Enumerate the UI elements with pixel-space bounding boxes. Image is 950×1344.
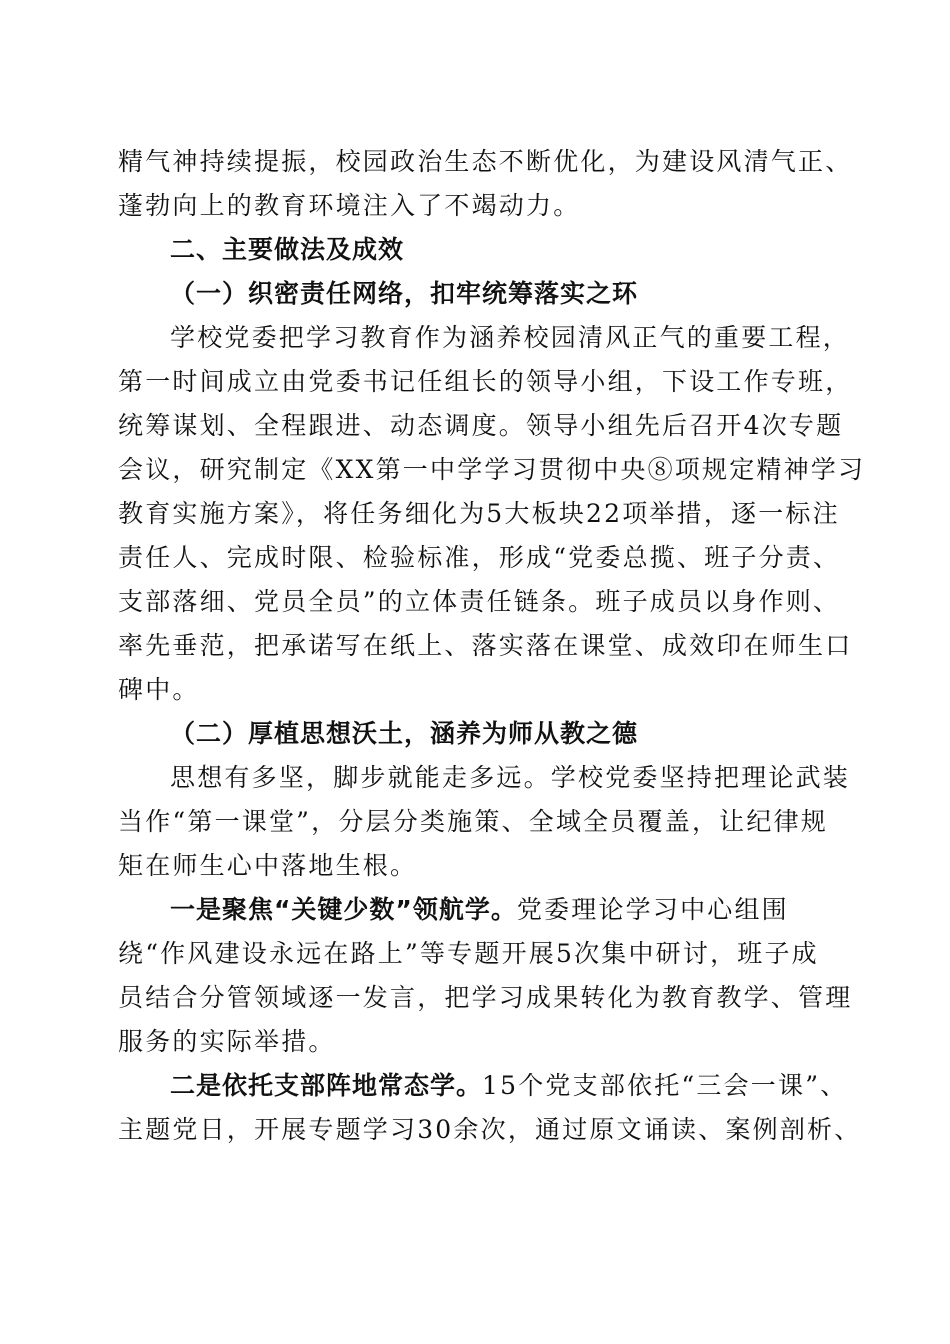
subsection-heading: （一）织密责任网络，扣牢统筹落实之环 bbox=[170, 279, 639, 308]
paragraph-line: 率先垂范，把承诺写在纸上、落实落在课堂、成效印在师生口 bbox=[118, 631, 853, 660]
paragraph-line: 会议，研究制定《XX第一中学学习贯彻中央⑧项规定精神学习 bbox=[118, 455, 866, 484]
bold-lead-text: 一是聚焦“关键少数”领航学。 bbox=[170, 895, 517, 924]
subsection-heading: （二）厚植思想沃土，涵养为师从教之德 bbox=[170, 719, 639, 748]
paragraph-line: 教育实施方案》，将任务细化为5大板块22项举措，逐一标注 bbox=[118, 499, 840, 528]
paragraph-line: 碑中。 bbox=[118, 675, 200, 704]
paragraph-line: 思想有多坚，脚步就能走多远。学校党委坚持把理论武装 bbox=[170, 763, 851, 792]
paragraph-line: 责任人、完成时限、检验标准，形成“党委总揽、班子分责、 bbox=[118, 543, 841, 572]
paragraph-text: 15个党支部依托“三会一课”、 bbox=[482, 1071, 848, 1100]
section-heading: 二、主要做法及成效 bbox=[170, 235, 405, 264]
bold-lead-text: 二是依托支部阵地常态学。 bbox=[170, 1071, 483, 1100]
paragraph-line: 支部落细、党员全员”的立体责任链条。班子成员以身作则、 bbox=[118, 587, 841, 616]
paragraph-line bbox=[170, 894, 789, 926]
paragraph-line bbox=[170, 1070, 847, 1102]
paragraph-line: 员结合分管领域逐一发言，把学习成果转化为教育教学、管理 bbox=[118, 983, 853, 1012]
paragraph-line: 统筹谋划、全程跟进、动态调度。领导小组先后召开4次专题 bbox=[118, 411, 844, 440]
paragraph-line: 精气神持续提振，校园政治生态不断优化，为建设风清气正、 bbox=[118, 147, 853, 176]
paragraph-line: 蓬勃向上的教育环境注入了不竭动力。 bbox=[118, 191, 581, 220]
paragraph-text: 党委理论学习中心组围 bbox=[516, 895, 789, 924]
paragraph-line: 当作“第一课堂”，分层分类施策、全域全员覆盖，让纪律规 bbox=[118, 807, 828, 836]
paragraph-line: 服务的实际举措。 bbox=[118, 1027, 336, 1056]
paragraph-line: 矩在师生心中落地生根。 bbox=[118, 851, 418, 880]
paragraph-line: 学校党委把学习教育作为涵养校园清风正气的重要工程， bbox=[170, 323, 851, 352]
paragraph-line: 主题党日，开展专题学习30余次，通过原文诵读、案例剖析、 bbox=[118, 1115, 862, 1144]
paragraph-line: 绕“作风建设永远在路上”等专题开展5次集中研讨，班子成 bbox=[118, 939, 819, 968]
paragraph-line: 第一时间成立由党委书记任组长的领导小组，下设工作专班， bbox=[118, 367, 853, 396]
